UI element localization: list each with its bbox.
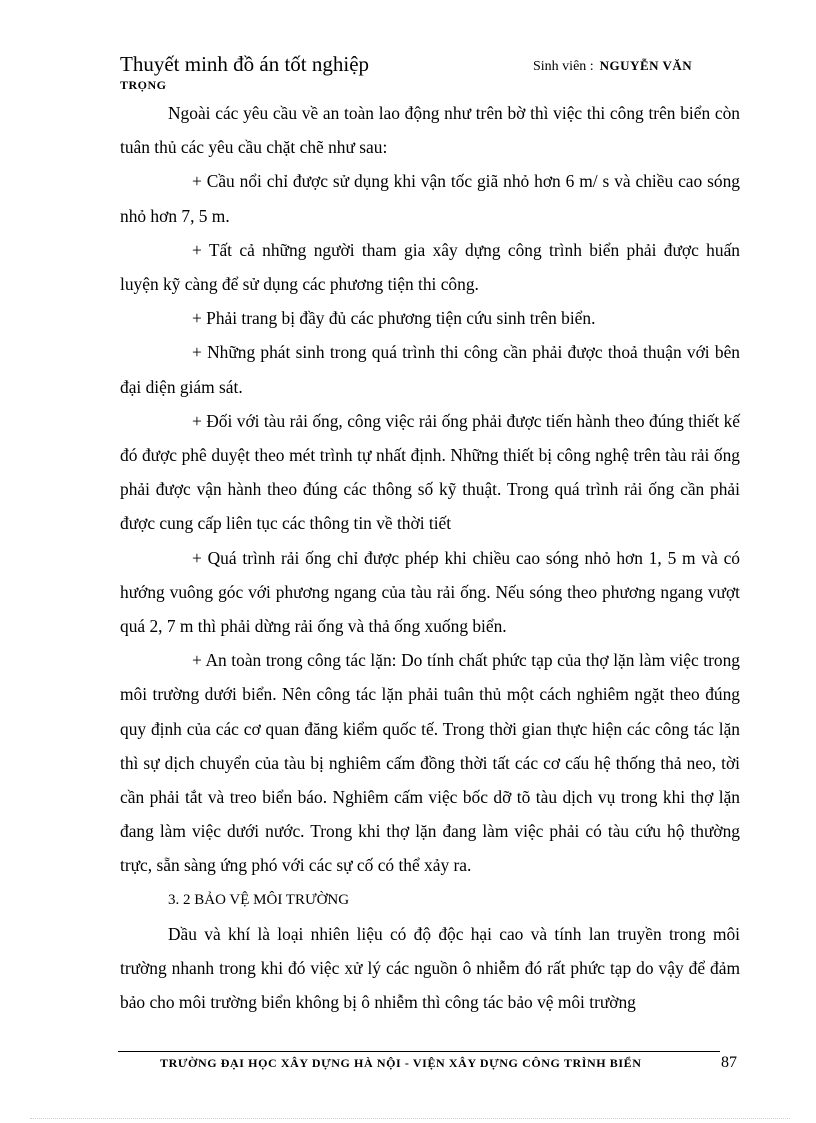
body-paragraph: + Quá trình rải ống chỉ được phép khi chiều cao sóng nhỏ hơn 1, 5 m và có hướng vuông góc với phương ngang của tàu rải ống. Nếu sóng theo phương ngang vượt quá 2, 7 m thì phải dừng rải ống và thả ống xuống biển. (120, 547, 740, 637)
document-title: Thuyết minh đồ án tốt nghiệp (120, 52, 370, 76)
body-paragraph: Ngoài các yêu cầu về an toàn lao động như trên bờ thì việc thi công trên biển còn tuân thủ các yêu cầu chặt chẽ như sau: (120, 103, 740, 158)
body-paragraph: + Những phát sinh trong quá trình thi công cần phải được thoả thuận với bên đại diện giám sát. (120, 342, 740, 397)
body-paragraph: + Cầu nổi chỉ được sử dụng khi vận tốc giã nhỏ hơn 6 m/ s và chiều cao sóng nhỏ hơn 7, 5 m. (120, 171, 740, 226)
section-heading: 3. 2 BẢO VỆ MÔI TRƯỜNG (168, 891, 350, 908)
student-name-continuation: TRỌNG (120, 78, 167, 92)
body-paragraph: Dầu và khí là loại nhiên liệu có độ độc hại cao và tính lan truyền trong môi trường nhanh trong khi đó việc xử lý các nguồn ô nhiễm đó rất phức tạp do vậy để đảm bảo cho môi trường biển không bị ô nhiễm thì công tác bảo vệ môi trường (120, 923, 740, 1013)
body-paragraph: + An toàn trong công tác lặn: Do tính chất phức tạp của thợ lặn làm việc trong môi trường dưới biển. Nên công tác lặn phải tuân thủ một cách nghiêm ngặt theo đúng quy định của các cơ quan đăng kiểm quốc tế. Trong thời gian thực hiện các công tác lặn thì sự dịch chuyển của tàu bị nghiêm cấm đồng thời tất các cơ cấu hệ thống thả neo, tời cần phải tắt và treo biển báo. Nghiêm cấm việc bốc dỡ tõ tàu dịch vụ trong khi thợ lặn đang làm việc dưới nước. Trong khi thợ lặn đang làm việc phải có tàu cứu hộ thường trực, sẵn sàng ứng phó với các sự cố có thể xảy ra. (120, 650, 740, 876)
student-info (533, 58, 692, 75)
body-paragraph: + Đối với tàu rải ống, công việc rải ống phải được tiến hành theo đúng thiết kế đó được phê duyệt theo mét trình tự nhất định. Những thiết bị công nghệ trên tàu rải ống phải được vận hành theo đúng các thông số kỹ thuật. Trong quá trình rải ống cần phải được cung cấp liên tục các thông tin về thời tiết (120, 410, 740, 534)
footer-divider (118, 1051, 720, 1052)
document-body (120, 96, 740, 1019)
page-bottom-edge (30, 1118, 790, 1119)
footer-institution: TRƯỜNG ĐẠI HỌC XÂY DỰNG HÀ NỘI - VIỆN XÂY DỰNG CÔNG TRÌNH BIỂN (160, 1056, 642, 1070)
body-paragraph: + Phải trang bị đầy đủ các phương tiện cứu sinh trên biển. (192, 308, 596, 329)
student-label: Sinh viên : (533, 59, 594, 74)
student-name: NGUYỄN VĂN (599, 58, 693, 73)
body-paragraph: + Tất cả những người tham gia xây dựng công trình biển phải được huấn luyện kỹ càng để sử dụng các phương tiện thi công. (120, 239, 740, 295)
page-number: 87 (721, 1054, 737, 1071)
